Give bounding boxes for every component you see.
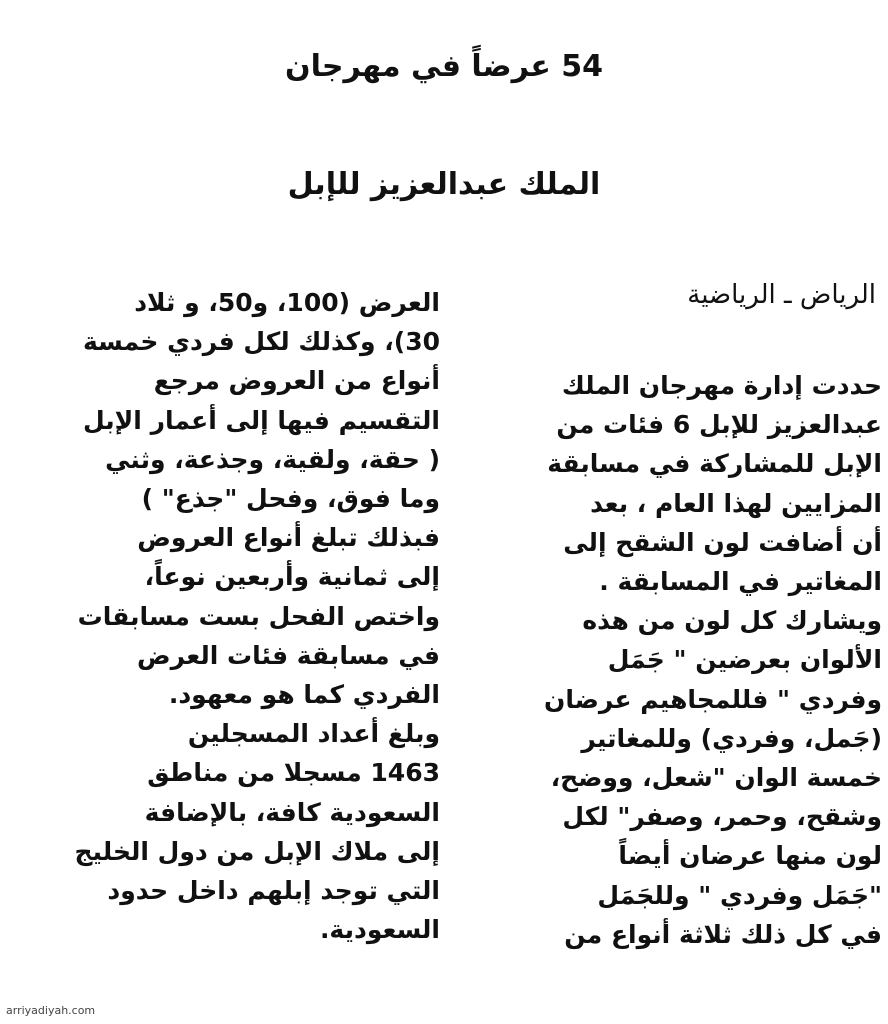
column-line: الإبل للمشاركة في مسابقة xyxy=(547,449,882,479)
column-line: الألوان بعرضين " جَمَل xyxy=(607,645,882,675)
column-line: في كل ذلك ثلاثة أنواع من xyxy=(564,919,882,949)
headline-line-2: الملك عبدالعزيز للإبل xyxy=(287,167,601,202)
column-line: السعودية كافة، بالإضافة xyxy=(144,797,440,827)
column-line: وشقح، وحمر، وصفر" لكل xyxy=(562,802,882,832)
column-line: التقسيم فيها إلى أعمار الإبل xyxy=(82,405,440,435)
column-line: أن أضافت لون الشقح إلى xyxy=(563,527,882,557)
column-line: إلى ثمانية وأربعين نوعاً، xyxy=(144,562,440,592)
column-line: وفردي " فللمجاهيم عرضان xyxy=(544,684,882,714)
column-line: أنواع من العروض مرجع xyxy=(153,366,440,396)
column-line: إلى ملاك الإبل من دول الخليج xyxy=(74,836,440,866)
column-line: ويشارك كل لون من هذه xyxy=(582,606,882,636)
article-column-right xyxy=(462,366,882,954)
headline-line-1: 54 عرضاً في مهرجان xyxy=(284,49,604,84)
article-column-left xyxy=(8,283,440,949)
column-line: (جَمل، وفردي) وللمغاتير xyxy=(581,723,882,753)
column-line: وبلغ أعداد المسجلين xyxy=(187,719,440,749)
column-line: خمسة الوان "شعل، ووضح، xyxy=(550,763,882,793)
article-headline xyxy=(0,8,888,244)
column-line: ( حقة، ولقية، وجذعة، وثني xyxy=(105,444,440,474)
column-line: عبدالعزيز للإبل 6 فئات من xyxy=(556,410,882,440)
column-line: لون منها عرضان أيضاً xyxy=(618,841,882,871)
column-line: المغاتير في المسابقة . xyxy=(599,567,882,597)
column-line: واختص الفحل بست مسابقات xyxy=(77,601,440,631)
column-line: العرض (100، و50، و ثلاد xyxy=(134,288,440,317)
column-line: "جَمَل وفردي " وللجَمَل xyxy=(597,880,882,910)
column-line: 30)، وكذلك لكل فردي خمسة xyxy=(82,327,440,357)
source-credit: arriyadiyah.com xyxy=(6,1004,96,1017)
column-line: المزايين لهذا العام ، بعد xyxy=(590,488,882,518)
column-line: حددت إدارة مهرجان الملك xyxy=(561,371,882,400)
column-line: 1463 مسجلا من مناطق xyxy=(147,758,440,788)
column-line: وما فوق، وفحل "جذع" ) xyxy=(141,484,440,514)
article-byline: الرياض ـ الرياضية xyxy=(687,280,876,310)
column-line: السعودية. xyxy=(319,915,440,945)
column-line: في مسابقة فئات العرض xyxy=(137,640,440,670)
column-line: الفردي كما هو معهود. xyxy=(168,680,440,710)
column-line: التي توجد إبلهم داخل حدود xyxy=(107,876,440,906)
column-line: فبذلك تبلغ أنواع العروض xyxy=(137,523,440,553)
